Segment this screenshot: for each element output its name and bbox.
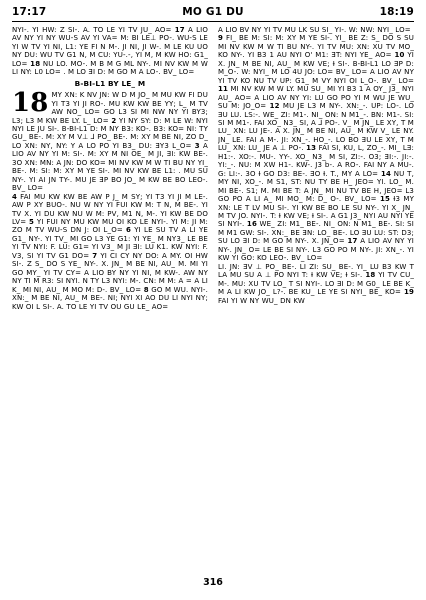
paragraph: LI. JN: ƎV ⊥ PO_ BE-. LI ZI: SU_ BE-. YI_ LU B3 KW T LA MU SU A ⊥ PO NYI T: Ɨ KW VE; Ɨ SI-. 18 YI TV CU_ M-. MU: XU TV LO_ T SI NYI-. LO ƎI D: M G0_ LE BE K_ M A LI KW JO_ L?-. BE KU_ LE YE SI NYI_ BE_ KO= 19 FAI YI W NY WU_ DN KW bbox=[218, 262, 414, 305]
paragraph: 9 FI_ BE M: SI: M: XY M YE SI-. YI_ BE Z: S_ DO S SU MI NV KW M W TI BU NY-. YI TV MU: XN: XU TV MO_ KO NY-. YI B3 1 AU NYI O' M1: ƎT: NYI YE_ AO= 10 YI X. JN_ M BE NI, AU_ M KW VE; Ɨ SI-. B-BI-L1 LO ƎP D: M_O-. W: NYI_ M LO 4U JO: LO= BV_ LO= A LIO AV NY YI TV KO NU TV UP: G1_ M VY NYI OI L_O-. BV_ LO= 11 MI NV KW M W LY. MU SU_ MI YI B3 1 A OY_ J3_ NYI AU_ AO= A LIO AV NY YI: LU GO PO YI M WU JE WU_ SU M: JO_O= 12 MU JE L3 M NY-. XN:_-. UP: LO-. LO ƎU LU. LS:-. WE_ ZI: M1-. NI_ ON: N M1_-. BN: M1-. SI: SI M M1-. FAI XO_ N3_ SI, A ⅃ PO-. V_ M JN_ LE XY, T M LU_ XN: LU JE-. A X. JN_ M BE NI, AU_ M KW V_ LE NY. JN_ LE. FAI A M-. JI: XN_-. HO_-. LO BO ƎU LE XY, T M LU_ XN: LU_ JE A ⊥ PO-. 13 FAI SI, KU, L, ZO_-. MI_ LƎ: H1:-. XO:-. MU-. YY-. XO_ N3_ M SI, ZI:-. O3; ƎI:-. JI:-. YI:_-. NU: M XW H1-. KW-. J3 b-. A RO-. FAI NY A MU-. G: LI:-. 3O Ɨ GO D3: BE-. ƎO Ɨ. T., MY A LO= 14 NU T, MY NI, XO_-. M S1, ST: NU TY BE H_ JEO= YI. LO_ M. MI BE-. S1; M. MI BE T: A JN_ MI NU TV BE H, JEO= L3 GO PO A LI A_ MI MO_ M: D_ O-. BV_ LO= 15 Ɨ3 MY XN: LE T LV MU SI-. YI KW BE BO LE SU NY-. YI X_ JN_ M TV JO. NYI-. T: Ɨ KW VE; Ɨ SI-. A G1 J3_ NYI AU NYI YE SI NYI-. 16 WE_ ZI: M1_ BE-. NI_ ON: N M1_ BE-. SI: SI M M1 GW: SI-. XN:_ BE ƎN: LO_ BE-. LO ƎU LU: ST: D3; SU LO ƎI D: M GO M NY-. X. JN_O= 17 A LIO AV NY YI NY-. JN_ O= LE BE SI NY-. L3 GO PO M NY-. JI: XN_-. YI KW YI GO: KO LEO-. BV_ LO= bbox=[218, 34, 414, 263]
text-columns bbox=[12, 26, 414, 570]
verse-number: 12 bbox=[269, 102, 280, 111]
verse-number: 8 bbox=[143, 285, 149, 294]
paragraph: NYI-. YI HW: Z SI-. A. TO LE YI TV JU_ AO= 17 A LIO AV NY YI NY WU-S AV YI VA= M: BI LE⊥ PO-. WU-S LE YI W TV YI NI, L1: YE FI N M-. JI NI, JI W-. M LE KU UO NY DU: WU TV G1 N, M CU: YU-.-, YI M, M KW HO: G1_ LO= 18 NU LO. MO-. M B M G ML NY-. MI NV KW M W LI NY: L0 LO= . M LO ƎI D: M GO M A LO-. BV_ LO= bbox=[12, 26, 208, 77]
verse-number: 18 bbox=[30, 59, 41, 68]
verse-number: 5 bbox=[29, 217, 35, 226]
chapter-number: 18 bbox=[12, 88, 49, 119]
running-header bbox=[12, 4, 414, 20]
header-right-reference: 18:19 bbox=[379, 6, 414, 18]
verse-number: 18 bbox=[365, 271, 376, 280]
verse-number: 2 bbox=[111, 116, 117, 125]
verse-number: 17 bbox=[174, 26, 185, 34]
verse-number: 7 bbox=[92, 251, 98, 260]
verse-number: 14 bbox=[380, 169, 391, 178]
page-number: 316 bbox=[203, 577, 223, 588]
verse-number: 13 bbox=[306, 144, 317, 153]
verse-number: 19 bbox=[403, 288, 414, 297]
verse-number: 10 bbox=[394, 51, 405, 60]
paragraph: 18 MY XN: K NV JN: W D M JO_ M MU KW FI DU YI T3 YI JI RO-. MU KW KW BE YY; L_ M TV AW NO_ LO= GO L3 SI MI NW NY YI BY3; L3; L3 M KW BE LY. L_ LO= 2 YI NY SY: D: M LE W: NYI NYI LE JU SI-. B-BI-L1 D: M NY B3: KO-. B3: KO= NI: TY GU_ BE-. M: XY M V⊥ ⅃ PO_ BE-. M: XY M BE NI, ZO D_ LO XN: NY, NY: Y A LO PO YI B3_ DU: ƎY3 L_O= 3 A LIO AV NY YI M: SI-. M: XY M NI OE_ M JI, ƎI: KW BE-. 3O XN: MN: A JN: DO KO= MI NV KW M W TI BU NY YI_ BE-. M: SI: M: XY M YE SI-. MI NV KW BE L1: . MU SU NY-. YI AI JN TY-. MU JE ƎP BO JO_ M KW BE BO LEO-. BV_ LO= bbox=[12, 88, 208, 193]
verse-number: 17 bbox=[347, 237, 358, 246]
verse-number: 4 bbox=[12, 192, 18, 201]
verse-number: 6 bbox=[126, 226, 132, 235]
left-column bbox=[12, 26, 208, 570]
verse-number: 9 bbox=[218, 34, 224, 43]
verse-number: 15 bbox=[379, 195, 390, 204]
section-heading: B-BI-L1 BY LE_ M bbox=[74, 78, 146, 88]
header-left-reference: 17:17 bbox=[12, 6, 47, 18]
right-column bbox=[218, 26, 414, 570]
verse-number: 3 bbox=[194, 141, 200, 150]
header-rule bbox=[12, 21, 414, 22]
verse-number: 11 bbox=[218, 85, 229, 94]
verse-number: 16 bbox=[246, 220, 257, 229]
header-book-title: MO G1 DU bbox=[182, 6, 244, 18]
paragraph: 4 FAI MU KW KW BE AW P J_ M SY; YI T3 YI JI M LE-. AW P XY BUO-. NU W NY YI FUI KW M: T N, M BE-. YI TV X. YI DU KW NU W M: PV, M1 N, M-. YI KW BE DO LV= 5 YI FUI NY MU KW MU OI KO LE NYI-. YI M: JI M: ZO M TV WU-S DN J: OI L_O= 6 YI LE SU TV A LI YE G1_ NY-. YI TV_ MI GO L3 YE G1: YI YE_ M NY3_ LE BE YI TV NYI: F. LU: G1= YI V3_ M JI ƎI: LU K1. KW NYI: F. V3, SI YI TV G1 DO= 7 YI CI CY NY DO: A MY. OI HW SI-. Z S_ DO S YE_ NY-. X. JN_ M BE NI, AU_ M. MI YI GO MY_ YI TV CY= A LIO BY NY YI NI, M KW-. AW NY NY TI M R3: SI NYI. N TY L3 NYI: M-. CN: M M: A = A LI K_ MI NI, AU_ M MO M: D-. BV_ LO= 8 GO M WU. NYI-. XN:_ M BE NI, AU_ M BE-. NI; NYI XI AO DU LI NYI NY; KW OI L SI-. A. TO LE YI TV OU GU LE_ AO= bbox=[12, 192, 208, 311]
paragraph: A LIO BV NY YI TV MU LK SU SI_ YI-. W: NW: NYI_ LO= bbox=[218, 26, 411, 34]
